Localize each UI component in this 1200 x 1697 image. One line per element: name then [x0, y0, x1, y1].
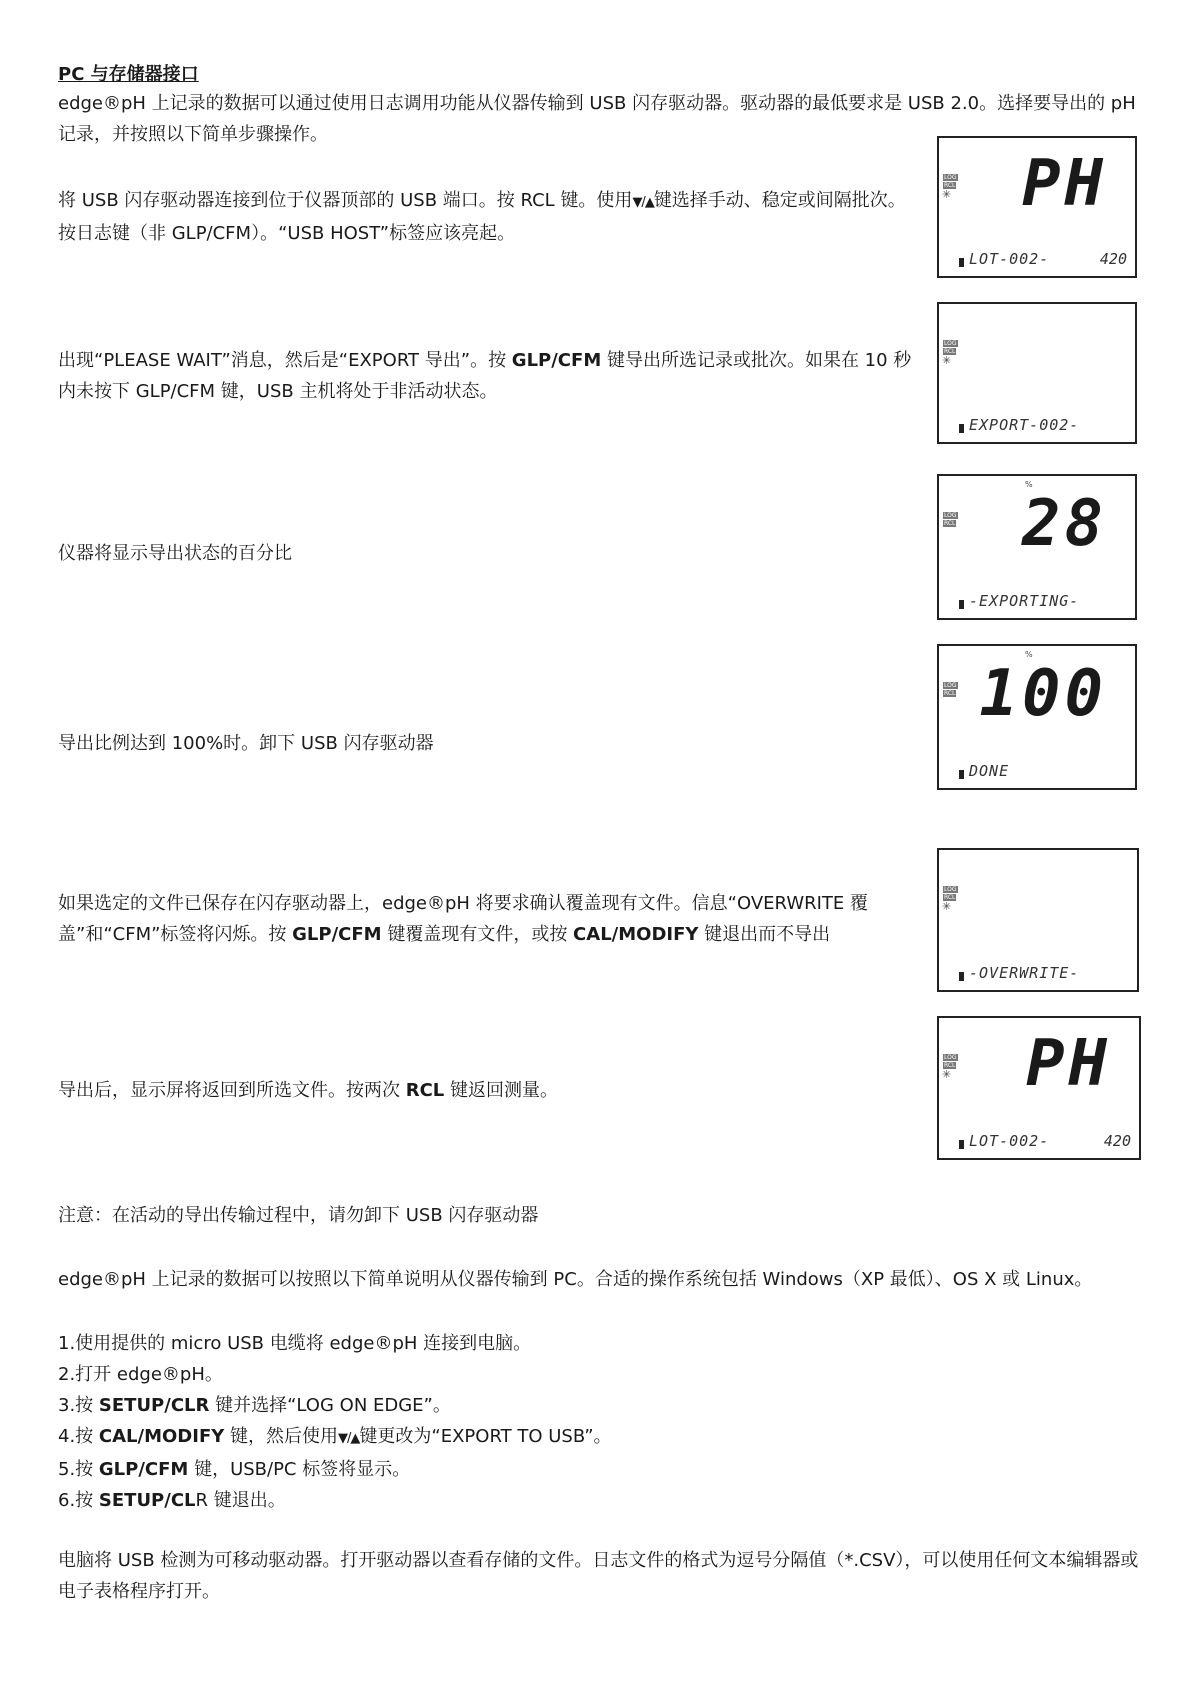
lcd-display-overwrite: [937, 848, 1139, 992]
log-tag: LOG: [944, 174, 957, 181]
rcl-tag: RCL: [944, 690, 956, 697]
log-tag: LOG: [944, 340, 957, 347]
lcd-main-reading: PH: [1021, 147, 1107, 221]
down-up-arrows-icon: ▼/▲: [338, 1431, 360, 1446]
battery-icon: [959, 972, 964, 981]
list-item: 4.按 CAL/MODIFY 键，然后使用▼/▲键更改为“EXPORT TO USB”。: [58, 1426, 612, 1447]
percent-sign: %: [1025, 650, 1033, 659]
usb-blink-icon: ✳: [942, 900, 952, 913]
step-return: 导出后，显示屏将返回到所选文件。按两次 RCL 键返回测量。: [58, 1080, 559, 1101]
usb-blink-icon: ✳: [942, 354, 952, 367]
step-export-percent: 仪器将显示导出状态的百分比: [58, 543, 292, 564]
lcd-segment-text: -OVERWRITE-: [969, 964, 1080, 982]
lcd-main-reading: 100: [979, 657, 1107, 731]
battery-icon: [959, 258, 964, 267]
rcl-tag: RCL: [944, 182, 956, 189]
intro-paragraph: edge®pH 上记录的数据可以通过使用日志调用功能从仪器传输到 USB 闪存驱动器。驱动器的最低要求是 USB 2.0。选择要导出的 pH 记录，并按照以下简单步骤操作。: [58, 93, 1136, 145]
lcd-number: 420: [1103, 1132, 1131, 1150]
final-paragraph: 电脑将 USB 检测为可移动驱动器。打开驱动器以查看存储的文件。日志文件的格式为逗号分隔值（*.CSV），可以使用任何文本编辑器或电子表格程序打开。: [58, 1550, 1139, 1602]
lcd-display-done: [937, 644, 1137, 790]
lcd-segment-text: LOT-002-: [969, 1132, 1050, 1150]
pc-intro-paragraph: edge®pH 上记录的数据可以按照以下简单说明从仪器传输到 PC。合适的操作系统包括 Windows（XP 最低）、OS X 或 Linux。: [58, 1269, 1093, 1290]
lcd-display-exporting: [937, 474, 1137, 620]
lcd-segment-text: EXPORT-002-: [969, 416, 1080, 434]
usb-blink-icon: ✳: [942, 1068, 952, 1081]
log-tag: LOG: [944, 1054, 957, 1061]
page-title: PC 与存储器接口: [58, 64, 199, 85]
battery-icon: [959, 424, 964, 433]
battery-icon: [959, 770, 964, 779]
list-item: 2.打开 edge®pH。: [58, 1364, 223, 1385]
lcd-segment-text: LOT-002-: [969, 250, 1050, 268]
step-overwrite: 如果选定的文件已保存在闪存驱动器上，edge®pH 将要求确认覆盖现有文件。信息“OVERWRITE 覆盖”和“CFM”标签将闪烁。按 GLP/CFM 键覆盖现有文件，或按 CAL/MODIFY 键退出而不导出: [58, 893, 869, 945]
list-item: 3.按 SETUP/CLR 键并选择“LOG ON EDGE”。: [58, 1395, 451, 1416]
lcd-segment-text: DONE: [969, 762, 1010, 780]
rcl-tag: RCL: [944, 348, 956, 355]
log-tag: LOG: [944, 886, 957, 893]
lcd-segment-text: -EXPORTING-: [969, 592, 1080, 610]
rcl-tag: RCL: [944, 520, 956, 527]
list-item: 6.按 SETUP/CLR 键退出。: [58, 1490, 286, 1511]
lcd-main-reading: PH: [1025, 1027, 1111, 1101]
lcd-display-lot: [937, 136, 1137, 278]
list-item: 1.使用提供的 micro USB 电缆将 edge®pH 连接到电脑。: [58, 1333, 532, 1354]
rcl-tag: RCL: [944, 1062, 956, 1069]
battery-icon: [959, 1140, 964, 1149]
percent-sign: %: [1025, 480, 1033, 489]
log-tag: LOG: [944, 512, 957, 519]
list-item: 5.按 GLP/CFM 键，USB/PC 标签将显示。: [58, 1459, 411, 1480]
pc-steps-list: [58, 1328, 1148, 1516]
usb-blink-icon: ✳: [942, 188, 952, 201]
log-tag: LOG: [944, 682, 957, 689]
down-up-arrows-icon: ▼/▲: [632, 195, 654, 210]
lcd-number: 420: [1099, 250, 1127, 268]
step-usb-connect: 将 USB 闪存驱动器连接到位于仪器顶部的 USB 端口。按 RCL 键。使用▼/▲键选择手动、稳定或间隔批次。按日志键（非 GLP/CFM）。“USB HOST”标签应该亮起。: [58, 190, 906, 244]
step-export-done: 导出比例达到 100%时。卸下 USB 闪存驱动器: [58, 733, 434, 754]
lcd-display-return: [937, 1016, 1141, 1160]
step-export: 出现“PLEASE WAIT”消息，然后是“EXPORT 导出”。按 GLP/CFM 键导出所选记录或批次。如果在 10 秒内未按下 GLP/CFM 键，USB 主机将处于非活动状态。: [58, 350, 912, 402]
rcl-tag: RCL: [944, 894, 956, 901]
lcd-main-reading: 28: [1021, 487, 1107, 561]
note-warning: 注意：在活动的导出传输过程中，请勿卸下 USB 闪存驱动器: [58, 1205, 539, 1226]
lcd-display-export: [937, 302, 1137, 444]
battery-icon: [959, 600, 964, 609]
